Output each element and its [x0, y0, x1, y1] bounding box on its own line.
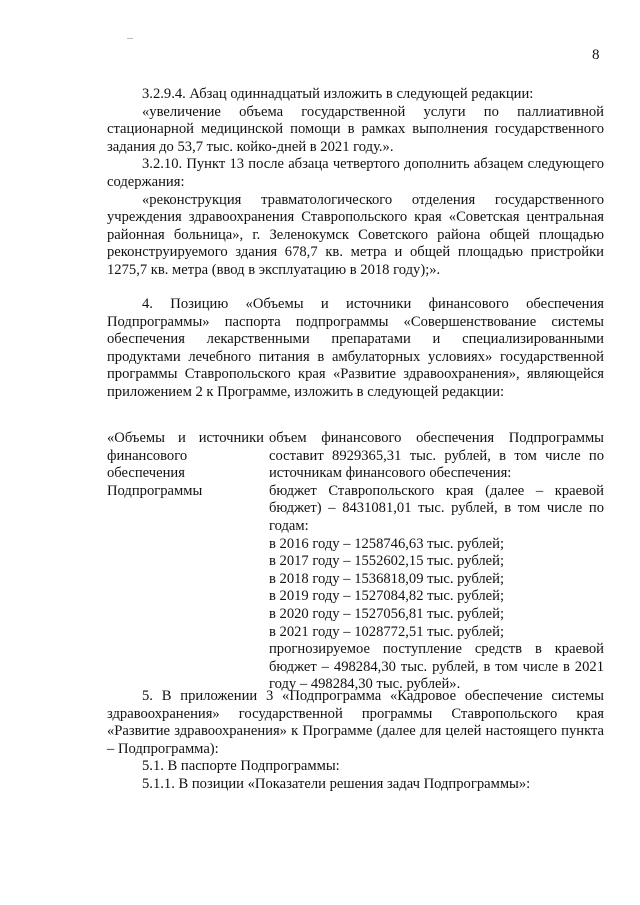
financing-intro: объем финансового обеспечения Подпрограммы составит 8929365,31 тыс. рублей, в том числе по источникам финансового обеспечения: [269, 430, 604, 482]
section-4 [107, 296, 604, 402]
page-number: 8 [592, 47, 600, 63]
paragraph-quote-2: «реконструкция травматологического отделения государственного учреждения здравоохранения Ставропольского края «Советская центральная районная больница», г. Зеленокумск Советского района общей площадью реконструируемого здания 678,7 кв. метра и общей площадью пристройки 1275,7 кв. метра (ввод в эксплуатацию в 2018 году);». [107, 191, 604, 278]
financing-forecast: прогнозируемое поступление средств в краевой бюджет – 498284,30 тыс. рублей, в том числе в 2021 году – 498284,30 тыс. рублей». [269, 641, 604, 693]
financing-year-2019: в 2019 году – 1527084,82 тыс. рублей; [269, 588, 505, 605]
paragraph-quote-1: «увеличение объема государственной услуги по паллиативной стационарной медицинской помощи в рамках выполнения государственного задания до 53,7 тыс. койко-дней в 2021 году.». [107, 103, 604, 155]
paragraph-5-1: 5.1. В паспорте Подпрограммы: [142, 758, 340, 775]
financing-budget: бюджет Ставропольского края (далее – краевой бюджет) – 8431081,01 тыс. рублей, в том числе по годам: [269, 482, 604, 534]
financing-year-2017: в 2017 году – 1552602,15 тыс. рублей; [269, 553, 505, 570]
table-right-cell [269, 430, 604, 694]
scan-mark [127, 38, 133, 39]
financing-year-2021: в 2021 году – 1028772,51 тыс. рублей; [269, 623, 505, 640]
section-5 [107, 688, 604, 794]
table-left-cell: «Объемы и источники финансового обеспечения Подпрограммы [107, 430, 264, 499]
paragraph-3-2-10: 3.2.10. Пункт 13 после абзаца четвертого дополнить абзацем следующего содержания: [107, 156, 604, 190]
paragraph-section-5: 5. В приложении 3 «Подпрограмма «Кадровое обеспечение системы здравоохранения» государственной программы Ставропольского края «Развитие здравоохранения» к Программе (далее для целей настоящего пункта – Подпрограмма): [107, 688, 604, 757]
financing-year-2016: в 2016 году – 1258746,63 тыс. рублей; [269, 535, 505, 552]
paragraph-3-2-9-4: 3.2.9.4. Абзац одиннадцатый изложить в следующей редакции: [142, 86, 534, 102]
financing-year-2020: в 2020 году – 1527056,81 тыс. рублей; [269, 605, 505, 622]
paragraph-section-4: 4. Позицию «Объемы и источники финансового обеспечения Подпрограммы» паспорта подпрограммы «Совершенствование системы обеспечения лекарственными препаратами и специализированными продуктами лечебного питания в амбулаторных условиях» государственной программы Ставропольского края «Развитие здравоохранения», являющейся приложением 2 к Программе, изложить в следующей редакции: [107, 296, 604, 400]
paragraph-5-1-1: 5.1.1. В позиции «Показатели решения задач Подпрограммы»: [142, 775, 531, 792]
amendment-paragraphs [107, 86, 604, 280]
financing-year-2018: в 2018 году – 1536818,09 тыс. рублей; [269, 570, 505, 587]
